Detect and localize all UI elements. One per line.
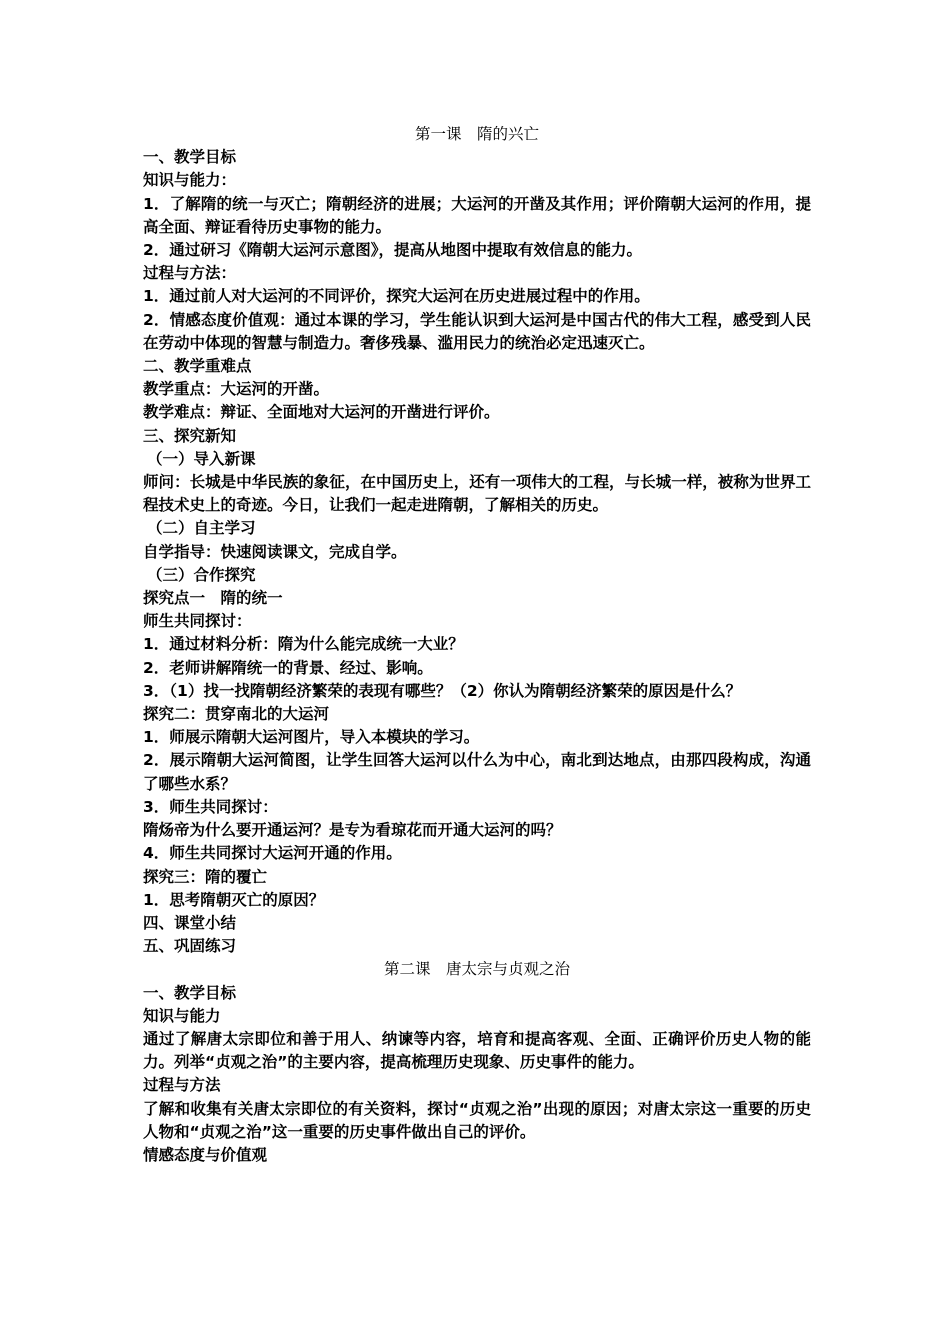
subheading: 过程与方法	[143, 1076, 221, 1095]
paragraph: 通过了解唐太宗即位和善于用人、纳谏等内容，培育和提高客观、全面、正确评价历史人物的能力。列举“贞观之治”的主要内容，提高梳理历史现象、历史事件的能力。	[143, 1029, 811, 1072]
document-page	[143, 123, 811, 1167]
paragraph: 4．师生共同探讨大运河开通的作用。	[143, 844, 402, 863]
subheading: 探究点一 隋的统一	[143, 589, 283, 608]
subheading: （一）导入新课	[147, 449, 256, 468]
paragraph: 教学重点：大运河的开凿。	[143, 380, 330, 399]
paragraph: 3．师生共同探讨：	[143, 797, 278, 816]
paragraph: 了解和收集有关唐太宗即位的有关资料，探讨“贞观之治”出现的原因；对唐太宗这一重要的历史人物和“贞观之治”这一重要的历史事件做出自己的评价。	[143, 1099, 811, 1141]
paragraph: 2．展示隋朝大运河简图，让学生回答大运河以什么为中心，南北到达地点，由那四段构成，沟通了哪些水系？	[143, 751, 811, 793]
paragraph: 师问：长城是中华民族的象征，在中国历史上，还有一项伟大的工程，与长城一样，被称为世界工程技术史上的奇迹。今日，让我们一起走进隋朝，了解相关的历史。	[143, 473, 811, 515]
subheading: 过程与方法：	[143, 264, 237, 283]
lesson1-title: 第一课 隋的兴亡	[414, 125, 539, 143]
lesson2-title: 第二课 唐太宗与贞观之治	[383, 960, 570, 979]
heading: 四、课堂小结	[143, 913, 237, 932]
lesson2-body	[143, 982, 811, 1168]
paragraph: 3．（1）找一找隋朝经济繁荣的表现有哪些？（2）你认为隋朝经济繁荣的原因是什么？	[143, 681, 742, 700]
subheading: 情感态度与价值观	[143, 1145, 268, 1164]
paragraph: 隋炀帝为什么要开通运河？是专为看琼花而开通大运河的吗？	[143, 821, 562, 840]
subheading: 探究三：隋的覆亡	[143, 867, 268, 886]
subheading: （三）合作探究	[147, 565, 256, 584]
paragraph: 教学难点：辩证、全面地对大运河的开凿进行评价。	[143, 403, 500, 422]
paragraph: 2．老师讲解隋统一的背景、经过、影响。	[143, 658, 433, 677]
paragraph: 1．通过前人对大运河的不同评价，探究大运河在历史进展过程中的作用。	[143, 287, 650, 306]
paragraph: 1．通过材料分析：隋为什么能完成统一大业？	[143, 635, 464, 654]
heading: 二、教学重难点	[143, 357, 252, 376]
subheading: 知识与能力	[143, 1006, 221, 1025]
paragraph: 2．通过研习《隋朝大运河示意图》，提高从地图中提取有效信息的能力。	[143, 241, 643, 260]
paragraph: 2．情感态度价值观：通过本课的学习，学生能认识到大运河是中国古代的伟大工程，感受到人民在劳动中体现的智慧与制造力。奢侈残暴、滥用民力的统治必定迅速灭亡。	[143, 310, 811, 352]
subheading: 知识与能力：	[143, 171, 237, 190]
subheading: （二）自主学习	[147, 519, 256, 538]
heading: 一、教学目标	[143, 148, 237, 167]
heading: 三、探究新知	[143, 426, 237, 445]
paragraph: 1．思考隋朝灭亡的原因？	[143, 890, 325, 909]
paragraph: 师生共同探讨：	[143, 612, 252, 631]
paragraph: 1．了解隋的统一与灭亡；隋朝经济的进展；大运河的开凿及其作用；评价隋朝大运河的作用，提高全面、辩证看待历史事物的能力。	[143, 194, 811, 236]
heading: 一、教学目标	[143, 983, 237, 1002]
subheading: 探究二：贯穿南北的大运河	[143, 705, 330, 724]
paragraph: 1．师展示隋朝大运河图片，导入本模块的学习。	[143, 728, 480, 747]
paragraph: 自学指导：快速阅读课文，完成自学。	[143, 542, 407, 561]
heading: 五、巩固练习	[143, 937, 237, 956]
lesson1-body	[143, 146, 811, 958]
